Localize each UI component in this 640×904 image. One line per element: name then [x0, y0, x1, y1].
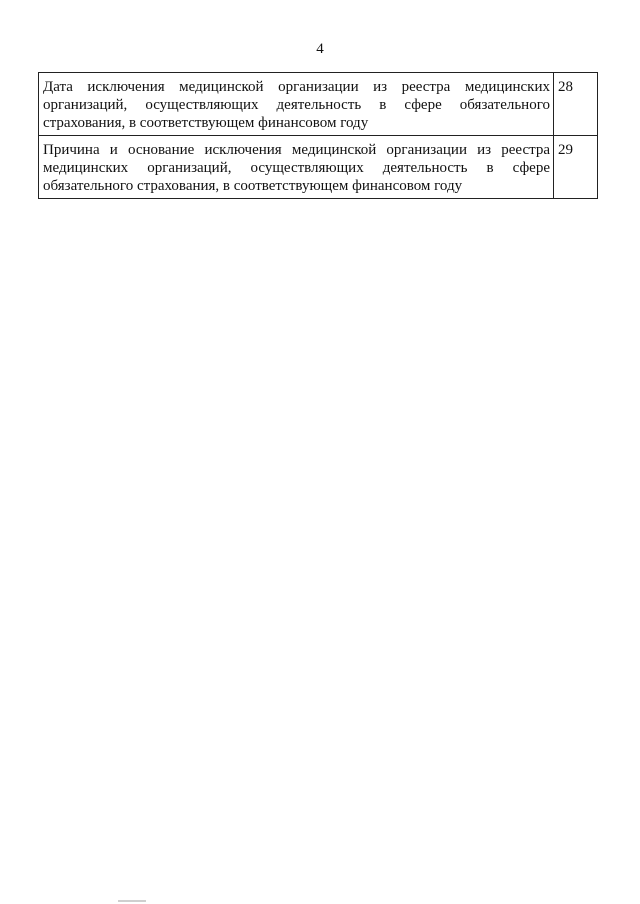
table-row: [39, 136, 598, 199]
table-row: [39, 73, 598, 136]
scan-artifact: [118, 900, 146, 902]
field-description: Причина и основание исключения медицинской организации из реестра медицинских организаций, осуществляющих деятельность в сфере обязательного страхования, в соответствующем финансовом году: [39, 136, 554, 199]
field-code: 28: [554, 73, 598, 136]
fields-table: [38, 72, 598, 199]
field-description: Дата исключения медицинской организации из реестра медицинских организаций, осуществляющих деятельность в сфере обязательного страхования, в соответствующем финансовом году: [39, 73, 554, 136]
field-code: 29: [554, 136, 598, 199]
page-number: 4: [316, 41, 324, 57]
